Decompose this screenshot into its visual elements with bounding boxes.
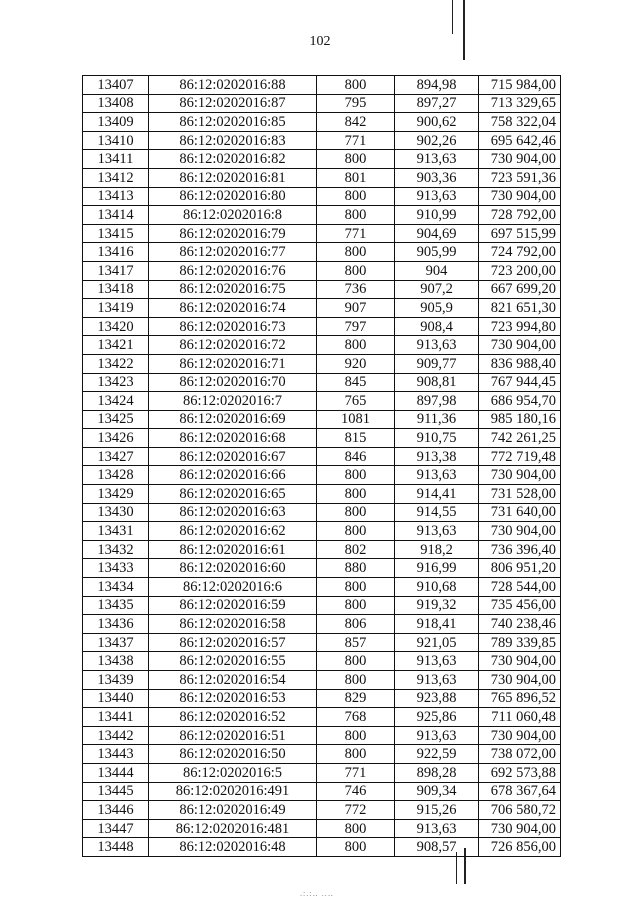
table-row [83, 838, 561, 857]
unit-price-cell: 913,63 [395, 671, 479, 690]
table-row [83, 801, 561, 820]
table-row [83, 522, 561, 541]
table-row [83, 168, 561, 187]
unit-price-cell: 913,63 [395, 150, 479, 169]
area-cell: 772 [317, 801, 395, 820]
unit-price-cell: 910,68 [395, 578, 479, 597]
area-cell: 795 [317, 94, 395, 113]
amount-cell: 723 200,00 [479, 261, 561, 280]
record-number-cell: 13419 [83, 299, 149, 318]
cadastral-number-cell: 86:12:0202016:88 [149, 76, 317, 95]
unit-price-cell: 916,99 [395, 559, 479, 578]
amount-cell: 731 640,00 [479, 503, 561, 522]
unit-price-cell: 913,63 [395, 652, 479, 671]
amount-cell: 730 904,00 [479, 336, 561, 355]
record-number-cell: 13423 [83, 373, 149, 392]
record-number-cell: 13425 [83, 410, 149, 429]
table-row [83, 187, 561, 206]
record-number-cell: 13414 [83, 206, 149, 225]
unit-price-cell: 904 [395, 261, 479, 280]
record-number-cell: 13424 [83, 392, 149, 411]
table-row [83, 299, 561, 318]
table-row [83, 503, 561, 522]
cadastral-number-cell: 86:12:0202016:481 [149, 819, 317, 838]
amount-cell: 821 651,30 [479, 299, 561, 318]
record-number-cell: 13431 [83, 522, 149, 541]
table-row [83, 261, 561, 280]
record-number-cell: 13417 [83, 261, 149, 280]
record-number-cell: 13436 [83, 615, 149, 634]
record-number-cell: 13440 [83, 689, 149, 708]
record-number-cell: 13420 [83, 317, 149, 336]
table-row [83, 596, 561, 615]
unit-price-cell: 918,2 [395, 540, 479, 559]
amount-cell: 730 904,00 [479, 671, 561, 690]
cadastral-number-cell: 86:12:0202016:68 [149, 429, 317, 448]
unit-price-cell: 925,86 [395, 708, 479, 727]
record-number-cell: 13421 [83, 336, 149, 355]
amount-cell: 692 573,88 [479, 763, 561, 782]
area-cell: 800 [317, 485, 395, 504]
unit-price-cell: 908,57 [395, 838, 479, 857]
cadastral-number-cell: 86:12:0202016:60 [149, 559, 317, 578]
unit-price-cell: 913,63 [395, 466, 479, 485]
record-number-cell: 13426 [83, 429, 149, 448]
amount-cell: 758 322,04 [479, 113, 561, 132]
unit-price-cell: 902,26 [395, 131, 479, 150]
cadastral-number-cell: 86:12:0202016:77 [149, 243, 317, 262]
amount-cell: 806 951,20 [479, 559, 561, 578]
record-number-cell: 13448 [83, 838, 149, 857]
unit-price-cell: 894,98 [395, 76, 479, 95]
amount-cell: 736 396,40 [479, 540, 561, 559]
unit-price-cell: 914,55 [395, 503, 479, 522]
unit-price-cell: 908,81 [395, 373, 479, 392]
table-row [83, 763, 561, 782]
area-cell: 920 [317, 354, 395, 373]
cadastral-number-cell: 86:12:0202016:50 [149, 745, 317, 764]
record-number-cell: 13415 [83, 224, 149, 243]
unit-price-cell: 921,05 [395, 633, 479, 652]
record-number-cell: 13438 [83, 652, 149, 671]
unit-price-cell: 913,63 [395, 336, 479, 355]
unit-price-cell: 913,38 [395, 447, 479, 466]
table-row [83, 689, 561, 708]
record-number-cell: 13441 [83, 708, 149, 727]
cadastral-number-cell: 86:12:0202016:63 [149, 503, 317, 522]
table-row [83, 94, 561, 113]
table-row [83, 540, 561, 559]
unit-price-cell: 909,77 [395, 354, 479, 373]
record-number-cell: 13433 [83, 559, 149, 578]
area-cell: 800 [317, 261, 395, 280]
area-cell: 880 [317, 559, 395, 578]
area-cell: 771 [317, 131, 395, 150]
area-cell: 800 [317, 150, 395, 169]
area-cell: 800 [317, 596, 395, 615]
amount-cell: 711 060,48 [479, 708, 561, 727]
amount-cell: 678 367,64 [479, 782, 561, 801]
cadastral-number-cell: 86:12:0202016:49 [149, 801, 317, 820]
table-row [83, 652, 561, 671]
unit-price-cell: 911,36 [395, 410, 479, 429]
cadastral-number-cell: 86:12:0202016:67 [149, 447, 317, 466]
record-number-cell: 13447 [83, 819, 149, 838]
cadastral-number-cell: 86:12:0202016:66 [149, 466, 317, 485]
table-row [83, 447, 561, 466]
parcel-table [82, 75, 561, 857]
cadastral-number-cell: 86:12:0202016:491 [149, 782, 317, 801]
cadastral-number-cell: 86:12:0202016:48 [149, 838, 317, 857]
record-number-cell: 13428 [83, 466, 149, 485]
amount-cell: 723 591,36 [479, 168, 561, 187]
unit-price-cell: 923,88 [395, 689, 479, 708]
record-number-cell: 13418 [83, 280, 149, 299]
table-row [83, 819, 561, 838]
cadastral-number-cell: 86:12:0202016:76 [149, 261, 317, 280]
area-cell: 800 [317, 652, 395, 671]
unit-price-cell: 897,98 [395, 392, 479, 411]
record-number-cell: 13445 [83, 782, 149, 801]
unit-price-cell: 909,34 [395, 782, 479, 801]
cadastral-number-cell: 86:12:0202016:7 [149, 392, 317, 411]
area-cell: 800 [317, 76, 395, 95]
record-number-cell: 13416 [83, 243, 149, 262]
area-cell: 771 [317, 763, 395, 782]
table-row [83, 113, 561, 132]
table-row [83, 336, 561, 355]
amount-cell: 706 580,72 [479, 801, 561, 820]
area-cell: 771 [317, 224, 395, 243]
table-row [83, 559, 561, 578]
unit-price-cell: 907,2 [395, 280, 479, 299]
record-number-cell: 13443 [83, 745, 149, 764]
amount-cell: 836 988,40 [479, 354, 561, 373]
amount-cell: 730 904,00 [479, 522, 561, 541]
record-number-cell: 13432 [83, 540, 149, 559]
record-number-cell: 13434 [83, 578, 149, 597]
area-cell: 907 [317, 299, 395, 318]
amount-cell: 730 904,00 [479, 466, 561, 485]
record-number-cell: 13430 [83, 503, 149, 522]
area-cell: 1081 [317, 410, 395, 429]
unit-price-cell: 918,41 [395, 615, 479, 634]
record-number-cell: 13408 [83, 94, 149, 113]
cadastral-number-cell: 86:12:0202016:69 [149, 410, 317, 429]
unit-price-cell: 905,99 [395, 243, 479, 262]
area-cell: 800 [317, 671, 395, 690]
cadastral-number-cell: 86:12:0202016:6 [149, 578, 317, 597]
cadastral-number-cell: 86:12:0202016:58 [149, 615, 317, 634]
unit-price-cell: 913,63 [395, 726, 479, 745]
amount-cell: 695 642,46 [479, 131, 561, 150]
record-number-cell: 13446 [83, 801, 149, 820]
table-row [83, 745, 561, 764]
page-number: 102 [309, 34, 331, 49]
area-cell: 797 [317, 317, 395, 336]
amount-cell: 730 904,00 [479, 187, 561, 206]
area-cell: 806 [317, 615, 395, 634]
scan-artifact-top-1 [452, 0, 453, 34]
cadastral-number-cell: 86:12:0202016:74 [149, 299, 317, 318]
amount-cell: 723 994,80 [479, 317, 561, 336]
amount-cell: 730 904,00 [479, 819, 561, 838]
cadastral-number-cell: 86:12:0202016:5 [149, 763, 317, 782]
table-row [83, 354, 561, 373]
cadastral-number-cell: 86:12:0202016:73 [149, 317, 317, 336]
area-cell: 765 [317, 392, 395, 411]
unit-price-cell: 910,75 [395, 429, 479, 448]
record-number-cell: 13444 [83, 763, 149, 782]
amount-cell: 667 699,20 [479, 280, 561, 299]
unit-price-cell: 908,4 [395, 317, 479, 336]
area-cell: 800 [317, 206, 395, 225]
area-cell: 800 [317, 726, 395, 745]
table-row [83, 224, 561, 243]
area-cell: 736 [317, 280, 395, 299]
amount-cell: 724 792,00 [479, 243, 561, 262]
amount-cell: 715 984,00 [479, 76, 561, 95]
unit-price-cell: 922,59 [395, 745, 479, 764]
cadastral-number-cell: 86:12:0202016:80 [149, 187, 317, 206]
cadastral-number-cell: 86:12:0202016:57 [149, 633, 317, 652]
table-row [83, 280, 561, 299]
record-number-cell: 13439 [83, 671, 149, 690]
table-row [83, 392, 561, 411]
table-row [83, 131, 561, 150]
unit-price-cell: 910,99 [395, 206, 479, 225]
amount-cell: 726 856,00 [479, 838, 561, 857]
cadastral-number-cell: 86:12:0202016:71 [149, 354, 317, 373]
amount-cell: 767 944,45 [479, 373, 561, 392]
area-cell: 800 [317, 838, 395, 857]
unit-price-cell: 913,63 [395, 187, 479, 206]
amount-cell: 697 515,99 [479, 224, 561, 243]
record-number-cell: 13435 [83, 596, 149, 615]
cadastral-number-cell: 86:12:0202016:85 [149, 113, 317, 132]
area-cell: 800 [317, 819, 395, 838]
record-number-cell: 13409 [83, 113, 149, 132]
unit-price-cell: 905,9 [395, 299, 479, 318]
table-row [83, 633, 561, 652]
cadastral-number-cell: 86:12:0202016:79 [149, 224, 317, 243]
amount-cell: 730 904,00 [479, 652, 561, 671]
unit-price-cell: 904,69 [395, 224, 479, 243]
amount-cell: 740 238,46 [479, 615, 561, 634]
footer-mark: .:.:‥ ..‥ [300, 889, 335, 898]
table-row [83, 373, 561, 392]
parcel-table-body [83, 76, 561, 857]
unit-price-cell: 913,63 [395, 522, 479, 541]
table-row [83, 485, 561, 504]
area-cell: 746 [317, 782, 395, 801]
cadastral-number-cell: 86:12:0202016:75 [149, 280, 317, 299]
amount-cell: 738 072,00 [479, 745, 561, 764]
table-row [83, 671, 561, 690]
table-row [83, 726, 561, 745]
record-number-cell: 13427 [83, 447, 149, 466]
record-number-cell: 13407 [83, 76, 149, 95]
unit-price-cell: 919,32 [395, 596, 479, 615]
unit-price-cell: 915,26 [395, 801, 479, 820]
unit-price-cell: 897,27 [395, 94, 479, 113]
amount-cell: 765 896,52 [479, 689, 561, 708]
table-row [83, 782, 561, 801]
area-cell: 800 [317, 466, 395, 485]
area-cell: 815 [317, 429, 395, 448]
amount-cell: 742 261,25 [479, 429, 561, 448]
cadastral-number-cell: 86:12:0202016:52 [149, 708, 317, 727]
record-number-cell: 13413 [83, 187, 149, 206]
table-row [83, 429, 561, 448]
scan-artifact-top-2 [463, 0, 465, 60]
amount-cell: 789 339,85 [479, 633, 561, 652]
table-row [83, 317, 561, 336]
cadastral-number-cell: 86:12:0202016:51 [149, 726, 317, 745]
record-number-cell: 13410 [83, 131, 149, 150]
amount-cell: 713 329,65 [479, 94, 561, 113]
cadastral-number-cell: 86:12:0202016:70 [149, 373, 317, 392]
table-row [83, 708, 561, 727]
area-cell: 800 [317, 336, 395, 355]
table-row [83, 410, 561, 429]
amount-cell: 730 904,00 [479, 726, 561, 745]
table-row [83, 243, 561, 262]
record-number-cell: 13429 [83, 485, 149, 504]
cadastral-number-cell: 86:12:0202016:53 [149, 689, 317, 708]
area-cell: 800 [317, 503, 395, 522]
area-cell: 845 [317, 373, 395, 392]
cadastral-number-cell: 86:12:0202016:87 [149, 94, 317, 113]
amount-cell: 735 456,00 [479, 596, 561, 615]
unit-price-cell: 914,41 [395, 485, 479, 504]
amount-cell: 985 180,16 [479, 410, 561, 429]
cadastral-number-cell: 86:12:0202016:54 [149, 671, 317, 690]
cadastral-number-cell: 86:12:0202016:8 [149, 206, 317, 225]
cadastral-number-cell: 86:12:0202016:65 [149, 485, 317, 504]
area-cell: 846 [317, 447, 395, 466]
amount-cell: 686 954,70 [479, 392, 561, 411]
area-cell: 800 [317, 522, 395, 541]
amount-cell: 772 719,48 [479, 447, 561, 466]
area-cell: 801 [317, 168, 395, 187]
area-cell: 800 [317, 243, 395, 262]
table-row [83, 206, 561, 225]
table-row [83, 150, 561, 169]
amount-cell: 728 792,00 [479, 206, 561, 225]
cadastral-number-cell: 86:12:0202016:82 [149, 150, 317, 169]
cadastral-number-cell: 86:12:0202016:83 [149, 131, 317, 150]
area-cell: 802 [317, 540, 395, 559]
area-cell: 768 [317, 708, 395, 727]
unit-price-cell: 903,36 [395, 168, 479, 187]
cadastral-number-cell: 86:12:0202016:81 [149, 168, 317, 187]
record-number-cell: 13422 [83, 354, 149, 373]
cadastral-number-cell: 86:12:0202016:62 [149, 522, 317, 541]
area-cell: 800 [317, 745, 395, 764]
area-cell: 857 [317, 633, 395, 652]
area-cell: 829 [317, 689, 395, 708]
unit-price-cell: 900,62 [395, 113, 479, 132]
cadastral-number-cell: 86:12:0202016:55 [149, 652, 317, 671]
cadastral-number-cell: 86:12:0202016:72 [149, 336, 317, 355]
cadastral-number-cell: 86:12:0202016:59 [149, 596, 317, 615]
record-number-cell: 13437 [83, 633, 149, 652]
record-number-cell: 13411 [83, 150, 149, 169]
amount-cell: 731 528,00 [479, 485, 561, 504]
amount-cell: 728 544,00 [479, 578, 561, 597]
table-row [83, 615, 561, 634]
area-cell: 800 [317, 578, 395, 597]
area-cell: 842 [317, 113, 395, 132]
unit-price-cell: 898,28 [395, 763, 479, 782]
amount-cell: 730 904,00 [479, 150, 561, 169]
unit-price-cell: 913,63 [395, 819, 479, 838]
table-row [83, 578, 561, 597]
cadastral-number-cell: 86:12:0202016:61 [149, 540, 317, 559]
record-number-cell: 13442 [83, 726, 149, 745]
table-row [83, 76, 561, 95]
record-number-cell: 13412 [83, 168, 149, 187]
table-row [83, 466, 561, 485]
area-cell: 800 [317, 187, 395, 206]
